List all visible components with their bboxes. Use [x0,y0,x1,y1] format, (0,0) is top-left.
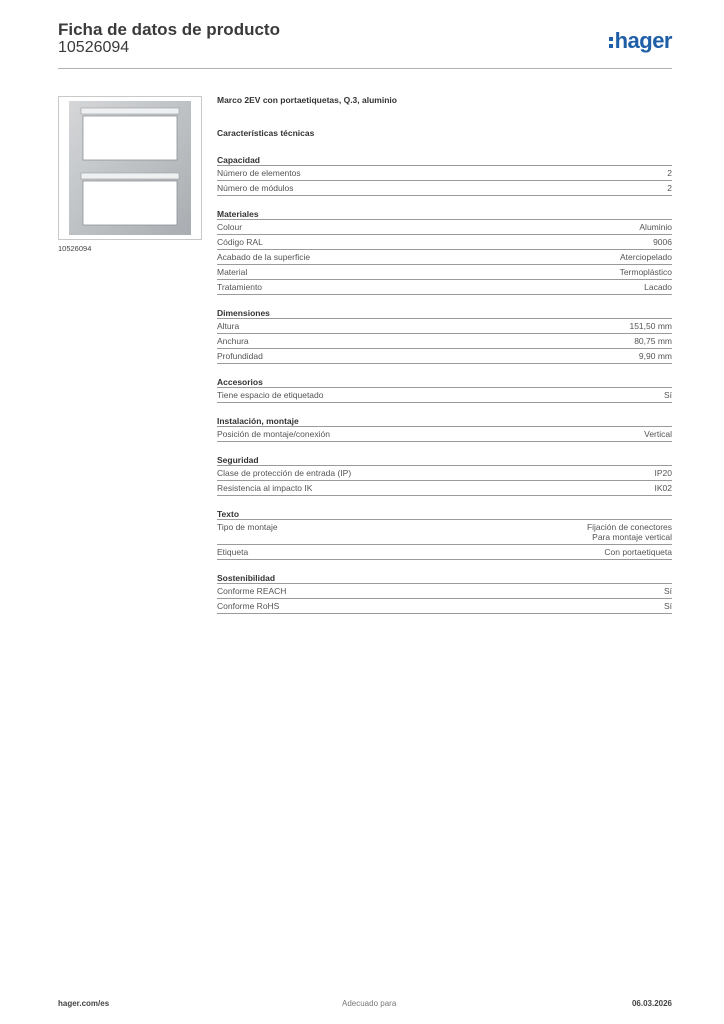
spec-row [217,165,672,180]
spec-label: Tipo de montaje [217,522,278,532]
footer-center-text: Adecuado para [342,999,397,1008]
spec-row [217,426,672,442]
spec-row [217,480,672,496]
spec-label: Posición de montaje/conexión [217,429,330,439]
spec-label: Altura [217,321,240,331]
spec-value: 2 [667,168,672,178]
spec-value: 9006 [653,237,672,247]
spec-label: Conforme RoHS [217,601,280,611]
spec-label: Tiene espacio de etiquetado [217,390,324,400]
spec-value: IK02 [654,483,672,493]
spec-group-accesorios [217,377,672,403]
spec-label: Colour [217,222,243,232]
header-divider [58,68,672,69]
footer-date: 06.03.2026 [631,999,672,1008]
spec-row [217,219,672,234]
spec-value: Vertical [644,429,672,439]
spec-value-multiline [587,522,672,542]
spec-row [217,318,672,333]
footer-website-link[interactable]: hager.com/es [58,999,110,1008]
spec-row [217,465,672,480]
spec-content [217,95,672,614]
spec-row [217,598,672,614]
spec-value: 151,50 mm [629,321,672,331]
group-title: Dimensiones [217,308,270,318]
group-title: Capacidad [217,155,260,165]
spec-label: Acabado de la superficie [217,252,311,262]
spec-group-sostenibilidad [217,573,672,614]
spec-label: Conforme REACH [217,586,287,596]
spec-group-capacidad [217,155,672,196]
spec-row [217,387,672,403]
spec-row [217,348,672,364]
spec-value: 80,75 mm [634,336,672,346]
spec-value: Sí [663,601,672,611]
page-subtitle: 10526094 [58,39,130,56]
spec-value: 9,90 mm [638,351,672,361]
spec-group-instalacion [217,416,672,442]
spec-value: IP20 [654,468,672,478]
spec-value-line: Fijación de conectores [586,522,672,532]
spec-value: Sí [663,390,672,400]
spec-label: Resistencia al impacto IK [217,483,313,493]
page-title: Ficha de datos de producto [58,20,280,39]
spec-label: Código RAL [217,237,263,247]
spec-value: Termoplástico [619,267,672,277]
spec-group-materiales [217,209,672,295]
spec-value: Aluminio [639,222,672,232]
spec-label: Material [217,267,248,277]
spec-label: Tratamiento [217,282,263,292]
spec-group-dimensiones [217,308,672,364]
spec-value: Con portaetiqueta [604,547,672,557]
spec-label: Número de módulos [217,183,294,193]
group-title: Seguridad [217,455,259,465]
spec-label: Número de elementos [217,168,301,178]
hager-logo[interactable] [609,28,672,54]
spec-row [217,180,672,196]
spec-label: Clase de protección de entrada (IP) [217,468,352,478]
spec-value: 2 [667,183,672,193]
group-title: Instalación, montaje [217,416,299,426]
section-heading: Características técnicas [217,128,315,138]
spec-value: Lacado [644,282,672,292]
frame-product-picture [69,101,191,235]
group-title: Sostenibilidad [217,573,276,583]
spec-row [217,583,672,598]
spec-row [217,234,672,249]
logo-dots-icon [609,34,613,51]
spec-group-seguridad [217,455,672,496]
spec-row [217,544,672,560]
spec-group-texto [217,509,672,560]
spec-row [217,264,672,279]
spec-row [217,519,672,544]
spec-row [217,333,672,348]
spec-value: Aterciopelado [620,252,672,262]
spec-label: Profundidad [217,351,263,361]
product-image [58,96,202,240]
group-title: Materiales [217,209,259,219]
group-title: Texto [217,509,240,519]
spec-label: Anchura [217,336,249,346]
logo-text: hager [614,28,672,53]
spec-label: Etiqueta [217,547,249,557]
spec-value-line: Para montaje vertical [592,532,672,542]
group-title: Accesorios [217,377,263,387]
spec-value: Sí [663,586,672,596]
image-caption: 10526094 [58,244,92,253]
spec-row [217,279,672,295]
product-name: Marco 2EV con portaetiquetas, Q.3, aluminio [217,95,397,105]
spec-row [217,249,672,264]
